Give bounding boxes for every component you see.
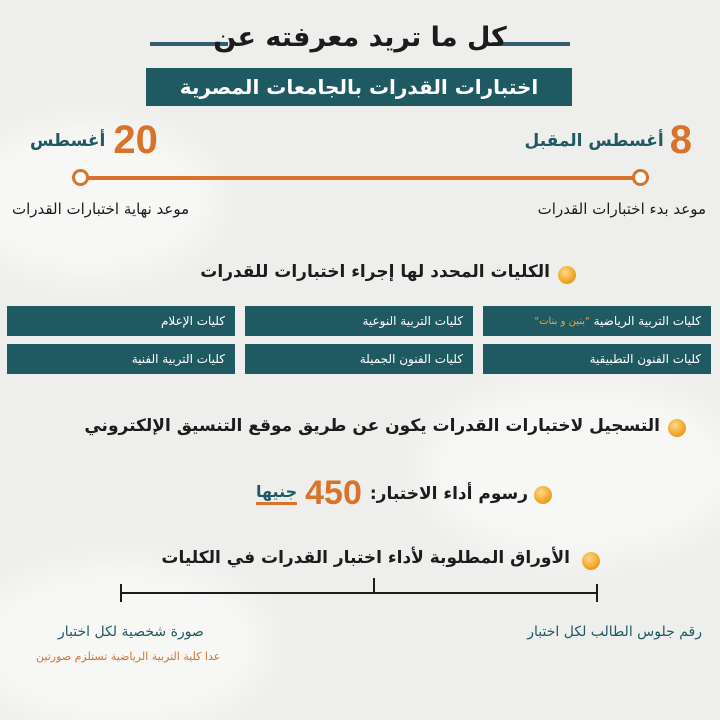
fees-amount: 450: [305, 474, 362, 512]
faculty-cell: [245, 306, 473, 336]
faculty-note: "بنين و بنات": [534, 315, 590, 327]
faculty-name: كليات الفنون التطبيقية: [589, 352, 701, 366]
faculty-cell: [483, 306, 711, 336]
faculty-name: كليات الفنون الجميلة: [359, 352, 463, 366]
timeline-end-date: [30, 118, 158, 163]
timeline-start-date: [525, 118, 692, 163]
faculties-heading: الكليات المحدد لها إجراء اختبارات للقدرات: [200, 262, 550, 282]
faculty-cell: [7, 344, 235, 374]
start-label: موعد بدء اختبارات القدرات: [537, 200, 706, 218]
faculty-cell: [483, 344, 711, 374]
faculty-cell: [245, 344, 473, 374]
registration-text: التسجيل لاختبارات القدرات يكون عن طريق موقع التنسيق الإلكتروني: [84, 416, 660, 436]
document-item-photo: صورة شخصية لكل اختبار: [58, 624, 204, 640]
start-month: أغسطس المقبل: [524, 130, 664, 151]
end-day-number: 20: [113, 118, 158, 162]
bullet-icon: [668, 419, 686, 437]
document-item-seat-number: رقم جلوس الطالب لكل اختبار: [527, 624, 702, 640]
fees-row: [256, 474, 528, 513]
fees-unit: جنيها: [256, 482, 297, 505]
faculty-name: كليات التربية الفنية: [131, 352, 225, 366]
timeline-end-dot: [72, 169, 89, 186]
bracket-tick: [373, 578, 375, 594]
bracket-tick: [596, 584, 598, 602]
end-label: موعد نهاية اختبارات القدرات: [12, 200, 190, 218]
bullet-icon: [582, 552, 600, 570]
page-title: كل ما تريد معرفته عن: [213, 22, 507, 53]
page-subtitle: اختبارات القدرات بالجامعات المصرية: [146, 68, 572, 106]
bullet-icon: [534, 486, 552, 504]
documents-heading: الأوراق المطلوبة لأداء اختبار القدرات في الكليات: [161, 548, 570, 568]
faculty-name: كليات الإعلام: [160, 314, 225, 328]
bullet-icon: [558, 266, 576, 284]
timeline-start-dot: [632, 169, 649, 186]
end-month: أغسطس: [30, 130, 106, 151]
faculty-name: كليات التربية النوعية: [362, 314, 463, 328]
fees-label: رسوم أداء الاختبار:: [369, 483, 528, 504]
faculty-name: كليات التربية الرياضية: [593, 314, 701, 328]
document-note: عدا كلية التربية الرياضية تستلزم صورتين: [36, 650, 221, 663]
background-cloud: [0, 560, 270, 720]
bracket-tick: [120, 584, 122, 602]
documents-bracket: [121, 592, 597, 594]
start-day-number: 8: [669, 118, 692, 162]
faculty-cell: [7, 306, 235, 336]
background-cloud: [420, 380, 720, 560]
timeline-line: [82, 176, 640, 180]
